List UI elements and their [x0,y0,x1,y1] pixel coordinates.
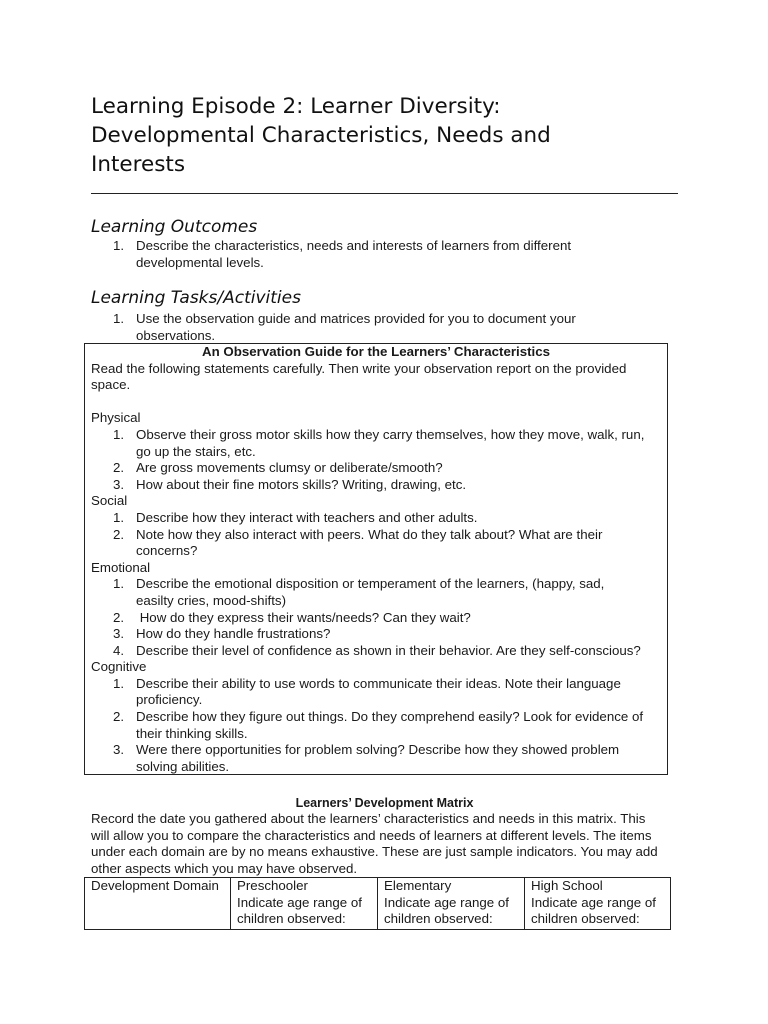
section-social-label: Social [91,493,128,509]
observation-guide-box [84,343,668,775]
table-header-row [85,878,671,930]
list-item: 3. How do they handle frustrations? [113,626,331,642]
physical-list [91,427,661,493]
header-high-school: High School Indicate age range of children observed: [525,878,671,930]
development-matrix-table [84,877,671,930]
development-matrix-title: Learners’ Development Matrix [295,796,474,810]
list-item: 2. Describe how they figure out things. Do they comprehend easily? Look for evidence of their thinking skills. [113,709,644,741]
list-item: 1. Describe the emotional disposition or temperament of the learners, (happy, sad, easilty cries, mood-shifts) [113,576,605,608]
list-item: 1. Use the observation guide and matrices provided for you to document your observations. [113,311,576,343]
social-list [91,510,661,560]
learning-outcomes-list [91,238,651,271]
learning-outcomes-heading: Learning Outcomes [91,217,258,237]
header-elementary: Elementary Indicate age range of children observed: [378,878,525,930]
section-cognitive-label: Cognitive [91,659,147,675]
list-item: 4. Describe their level of confidence as shown in their behavior. Are they self-conscious? [113,642,641,658]
guide-intro-line: space. [91,377,131,393]
list-item: 3. Were there opportunities for problem solving? Describe how they showed problem solving abilities. [113,742,620,774]
page-title [91,92,691,179]
list-item: 1. Describe how they interact with teachers and other adults. [113,509,478,525]
title-line: Developmental Characteristics, Needs and [91,123,551,148]
list-item: 2. Are gross movements clumsy or deliberate/smooth? [113,460,443,476]
cognitive-list [91,676,661,776]
list-item: 1. Observe their gross motor skills how they carry themselves, how they move, walk, run, go up the stairs, etc. [113,426,645,459]
observation-guide-title: An Observation Guide for the Learners’ Characteristics [201,344,551,359]
header-preschooler: Preschooler Indicate age range of children observed: [231,878,378,930]
guide-intro-line: Read the following statements carefully. Then write your observation report on the provided [91,360,627,376]
title-divider [91,193,678,194]
list-item: 2. How do they express their wants/needs? Can they wait? [113,609,471,625]
title-line: Learning Episode 2: Learner Diversity: [91,94,501,119]
learning-tasks-heading: Learning Tasks/Activities [91,288,301,308]
emotional-list [91,576,661,659]
list-item: 3. How about their fine motors skills? Writing, drawing, etc. [113,476,467,492]
list-item: 2. Note how they also interact with peers. What do they talk about? What are their concerns? [113,526,603,559]
section-physical-label: Physical [91,410,141,426]
list-item: 1. Describe the characteristics, needs and interests of learners from different developmental levels. [113,238,572,270]
development-matrix-intro: Record the date you gathered about the learners’ characteristics and needs in this matrix. This will allow you to compare the characteristics and needs of learners at different levels. The items under each domain are by no means exhaustive. These are just sample indicators. You may add other aspects which you may have observed. [91,811,658,876]
section-emotional-label: Emotional [91,559,151,575]
learning-tasks-list [91,311,651,344]
header-development-domain: Development Domain [85,878,231,930]
list-item: 1. Describe their ability to use words to communicate their ideas. Note their language proficiency. [113,675,621,708]
title-line: Interests [91,152,186,177]
